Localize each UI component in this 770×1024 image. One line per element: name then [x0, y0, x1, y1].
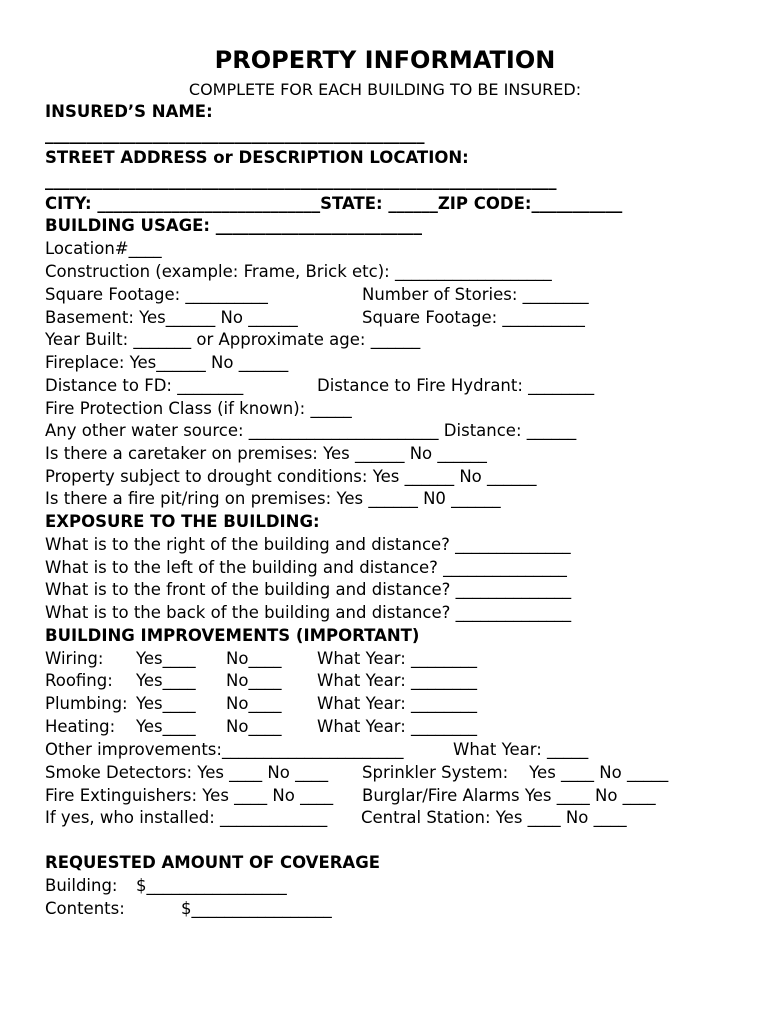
distance-to-hydrant-field[interactable]: Distance to Fire Hydrant: ________ — [317, 376, 595, 395]
construction-field[interactable]: Construction (example: Frame, Brick etc): ___________________ — [45, 262, 552, 281]
improvement-year-field[interactable]: What Year: ________ — [317, 649, 478, 668]
fire-pit-field[interactable]: Is there a fire pit/ring on premises: Yes ______ N0 ______ — [45, 489, 501, 508]
coverage-contents-field[interactable]: $_________________ — [181, 899, 332, 918]
improvement-year-field[interactable]: What Year: ________ — [317, 671, 478, 690]
exposure-heading: EXPOSURE TO THE BUILDING: — [45, 512, 320, 531]
improvement-year-field[interactable]: What Year: ________ — [317, 717, 478, 736]
improvement-yes-field[interactable]: Yes____ — [136, 649, 196, 668]
exposure-right-field[interactable]: What is to the right of the building and distance? ______________ — [45, 535, 571, 554]
coverage-building-label: Building: — [45, 876, 118, 895]
drought-field[interactable]: Property subject to drought conditions: Yes ______ No ______ — [45, 467, 537, 486]
sprinkler-system-field[interactable]: Sprinkler System: Yes ____ No _____ — [362, 763, 669, 782]
improvement-no-field[interactable]: No____ — [226, 694, 282, 713]
other-improvements-year-field[interactable]: What Year: _____ — [453, 740, 589, 759]
number-of-stories-field[interactable]: Number of Stories: ________ — [362, 285, 589, 304]
caretaker-field[interactable]: Is there a caretaker on premises: Yes ______ No ______ — [45, 444, 487, 463]
distance-to-fd-field[interactable]: Distance to FD: ________ — [45, 376, 244, 395]
location-number-field[interactable]: Location#____ — [45, 239, 162, 258]
page-title: PROPERTY INFORMATION — [214, 46, 556, 74]
exposure-left-field[interactable]: What is to the left of the building and distance? _______________ — [45, 558, 567, 577]
improvement-no-field[interactable]: No____ — [226, 649, 282, 668]
coverage-building-field[interactable]: $_________________ — [136, 876, 287, 895]
improvement-no-field[interactable]: No____ — [226, 671, 282, 690]
improvements-heading: BUILDING IMPROVEMENTS (IMPORTANT) — [45, 626, 420, 645]
improvement-year-field[interactable]: What Year: ________ — [317, 694, 478, 713]
basement-field[interactable]: Basement: Yes______ No ______ — [45, 308, 298, 327]
exposure-back-field[interactable]: What is to the back of the building and distance? ______________ — [45, 603, 572, 622]
improvement-no-field[interactable]: No____ — [226, 717, 282, 736]
improvement-yes-field[interactable]: Yes____ — [136, 717, 196, 736]
square-footage-field[interactable]: Square Footage: __________ — [45, 285, 268, 304]
fire-extinguishers-field[interactable]: Fire Extinguishers: Yes ____ No ____ — [45, 786, 334, 805]
insured-name-field[interactable]: ______________________________________________ — [45, 125, 425, 144]
central-station-field[interactable]: Central Station: Yes ____ No ____ — [361, 808, 627, 827]
basement-square-footage-field[interactable]: Square Footage: __________ — [362, 308, 585, 327]
water-source-field[interactable]: Any other water source: _______________________ Distance: ______ — [45, 421, 577, 440]
fire-protection-class-field[interactable]: Fire Protection Class (if known): _____ — [45, 399, 352, 418]
street-address-label: STREET ADDRESS or DESCRIPTION LOCATION: — [45, 148, 469, 167]
improvement-yes-field[interactable]: Yes____ — [136, 694, 196, 713]
improvement-label: Wiring: — [45, 649, 104, 668]
street-address-field[interactable]: ______________________________________________________________ — [45, 171, 557, 190]
improvement-label: Roofing: — [45, 671, 113, 690]
smoke-detectors-field[interactable]: Smoke Detectors: Yes ____ No ____ — [45, 763, 329, 782]
alarms-field[interactable]: Burglar/Fire Alarms Yes ____ No ____ — [362, 786, 656, 805]
fireplace-field[interactable]: Fireplace: Yes______ No ______ — [45, 353, 289, 372]
insured-name-label: INSURED’S NAME: — [45, 102, 213, 121]
improvement-label: Heating: — [45, 717, 116, 736]
improvement-label: Plumbing: — [45, 694, 128, 713]
exposure-front-field[interactable]: What is to the front of the building and distance? ______________ — [45, 580, 572, 599]
building-usage-field[interactable]: BUILDING USAGE: _________________________ — [45, 216, 423, 235]
installer-field[interactable]: If yes, who installed: _____________ — [45, 808, 328, 827]
other-improvements-field[interactable]: Other improvements:______________________ — [45, 740, 404, 759]
year-built-field[interactable]: Year Built: _______ or Approximate age: ______ — [45, 330, 421, 349]
coverage-contents-label: Contents: — [45, 899, 125, 918]
improvement-yes-field[interactable]: Yes____ — [136, 671, 196, 690]
city-state-zip-field[interactable]: CITY: ___________________________STATE: ______ZIP CODE:___________ — [45, 194, 623, 213]
page-subtitle: COMPLETE FOR EACH BUILDING TO BE INSURED: — [188, 80, 582, 99]
coverage-heading: REQUESTED AMOUNT OF COVERAGE — [45, 853, 381, 872]
